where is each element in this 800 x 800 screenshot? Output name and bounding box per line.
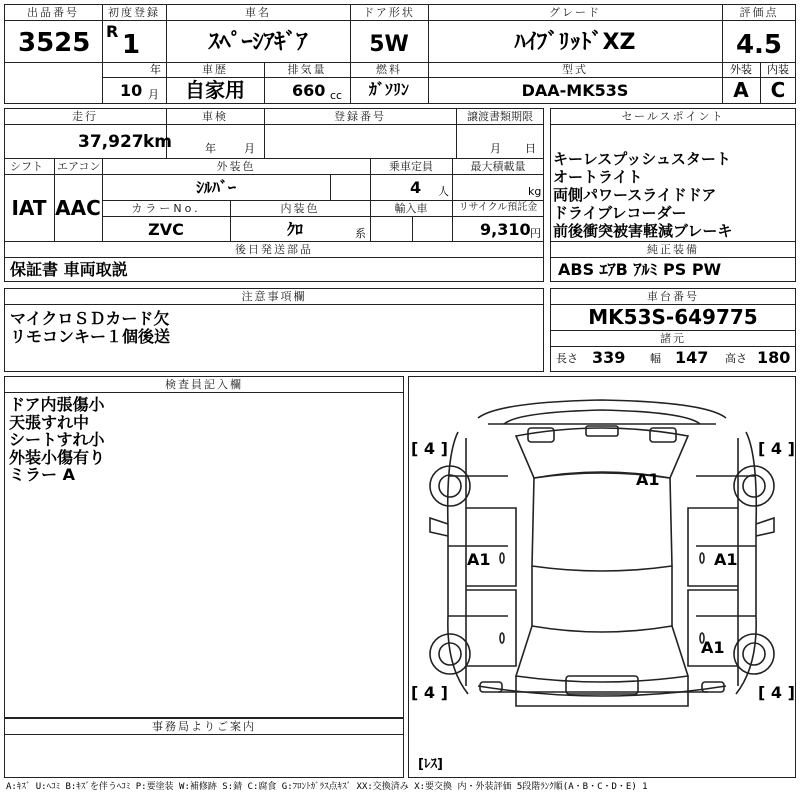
sales-point-item: オートライト (553, 168, 643, 186)
capacity-unit: 人 (438, 185, 449, 198)
tire-front-left: [ 4 ] (411, 439, 448, 458)
notes-list (10, 310, 170, 346)
fuel-label: 燃料 (376, 63, 402, 76)
divider (102, 216, 544, 217)
exterior-grade: A (733, 78, 749, 102)
divider (330, 174, 331, 200)
inspection-month-unit: 月 (244, 142, 255, 155)
divider (760, 62, 761, 104)
divider (264, 108, 265, 158)
inspection-label: 車検 (202, 110, 228, 123)
grade-label: グレード (549, 6, 601, 19)
fuel: ｶﾞｿﾘﾝ (368, 80, 410, 99)
car-name-label: 車名 (245, 6, 271, 19)
car-diagram (408, 376, 796, 778)
notes-item: マイクロＳＤカード欠 (10, 309, 170, 328)
load-unit: kg (528, 185, 542, 198)
divider (4, 174, 544, 175)
divider (4, 124, 544, 125)
divider (452, 158, 453, 241)
divider (370, 158, 371, 241)
later-parts: 保証書 車両取説 (10, 260, 128, 279)
int-color-suffix: 系 (355, 227, 366, 240)
divider (102, 158, 103, 241)
tire-front-right: [ 4 ] (758, 439, 795, 458)
recycle-label: リサイクル預託金 (458, 202, 538, 213)
model-code: DAA-MK53S (521, 81, 629, 100)
divider (456, 108, 457, 158)
sales-point-item: 両側パワースライドドア (553, 186, 717, 204)
mileage-unit: km (143, 132, 173, 152)
door-type: 5W (369, 32, 409, 57)
year-unit: 年 (150, 63, 161, 76)
divider (550, 346, 796, 347)
divider (4, 20, 796, 21)
interior-label: 内装 (767, 63, 789, 76)
history: 自家用 (185, 78, 245, 102)
tire-rear-left: [ 4 ] (411, 683, 448, 702)
sales-point-item: ドライブレコーダー (553, 204, 687, 222)
divider (264, 62, 265, 104)
later-parts-label: 後日発送部品 (235, 243, 313, 256)
divider (550, 241, 796, 242)
score: 4.5 (735, 30, 783, 60)
legend: A:ｷｽﾞ U:ﾍｺﾐ B:ｷｽﾞを伴うﾍｺﾐ P:要塗装 W:補修跡 S:錆 C:腐食 G:ﾌﾛﾝﾄｶﾞﾗｽ点ｷｽﾞ XX:交換済み X:要交換 内・外装評価 5段階ﾗﾝｸ順(A・B・C・D・E) 1 (6, 782, 648, 792)
exterior-label: 外装 (730, 63, 752, 76)
divider (4, 304, 544, 305)
recycle-fee: 9,310 (480, 220, 531, 239)
inspector-item: 天張すれ中 (9, 412, 90, 432)
sales-point-label: セールスポイント (621, 110, 725, 123)
car-name: ｽﾍﾟｰｼｱｷﾞｱ (208, 30, 308, 55)
divider (428, 4, 429, 62)
divider (350, 4, 351, 62)
lot-number: 3525 (18, 28, 91, 58)
office-label: 事務局よりご案内 (152, 720, 256, 733)
recycle-unit: 円 (530, 227, 541, 240)
color-no-label: カラーNo. (131, 202, 201, 215)
month-unit: 月 (148, 88, 159, 101)
first-reg-label: 初度登録 (108, 6, 160, 19)
divider (4, 392, 404, 393)
height: 180 (757, 348, 791, 367)
first-reg-year: 1 (122, 30, 141, 60)
displacement-label: 排気量 (287, 63, 327, 76)
length-label: 長さ (556, 352, 578, 365)
divider (102, 4, 103, 104)
notes-item: リモコンキー１個後送 (10, 327, 171, 346)
spec-label: 諸元 (660, 332, 686, 345)
divider (550, 124, 796, 125)
divider (412, 216, 413, 241)
divider (550, 257, 796, 258)
equipment: ABS ｴｱB ｱﾙﾐ PS PW (558, 260, 722, 279)
inspector-item: 外装小傷有り (9, 447, 106, 467)
chassis-number: MK53S-649775 (588, 305, 758, 329)
first-reg-month: 10 (120, 81, 143, 100)
int-color-label: 内装色 (280, 202, 320, 215)
door-label: ドア形状 (363, 6, 415, 19)
inspector-item: ミラー A (9, 465, 75, 484)
color-label: 外装色 (216, 160, 256, 173)
color-no: ZVC (148, 220, 184, 239)
mileage-label: 走行 (72, 110, 98, 123)
damage-roof: A1 (636, 470, 660, 489)
equipment-label: 純正装備 (647, 243, 699, 256)
capacity-label: 乗車定員 (389, 160, 433, 173)
era: R (106, 22, 119, 41)
divider (550, 330, 796, 331)
divider (230, 200, 231, 241)
score-label: 評価点 (739, 6, 779, 19)
divider (428, 62, 429, 104)
shift-label: シフト (10, 160, 43, 173)
model-label: 型式 (562, 63, 588, 76)
divider (4, 241, 544, 242)
transfer-day-unit: 日 (525, 142, 536, 155)
lot-label: 出品番号 (27, 6, 79, 19)
notes-label: 注意事項欄 (241, 290, 307, 303)
inspection-year-unit: 年 (205, 142, 216, 155)
chassis-label: 車台番号 (647, 290, 699, 303)
displacement-unit: cc (330, 89, 343, 102)
inspector-list (9, 396, 105, 484)
inspector-label: 検査員記入欄 (165, 378, 243, 391)
height-label: 高さ (725, 352, 747, 365)
sales-point-list (553, 150, 732, 240)
damage-rear-right: A1 (701, 638, 725, 657)
divider (4, 257, 544, 258)
spare-tire: [ﾚｽ] (418, 757, 443, 772)
transfer-month-unit: 月 (490, 142, 501, 155)
import-label: 輸入車 (394, 202, 428, 215)
divider (166, 4, 167, 104)
width-label: 幅 (650, 352, 661, 365)
history-label: 車歴 (202, 63, 228, 76)
damage-left-side: A1 (467, 550, 491, 569)
tire-rear-right: [ 4 ] (758, 683, 795, 702)
divider (4, 734, 404, 735)
ac-label: エアコン (57, 160, 101, 173)
shift: IAT (11, 196, 47, 220)
inspector-item: ドア内張傷小 (9, 395, 105, 414)
divider (350, 62, 351, 104)
width: 147 (675, 348, 709, 367)
color: ｼﾙﾊﾞｰ (195, 178, 237, 197)
divider (102, 200, 544, 201)
grade: ﾊｲﾌﾞﾘｯﾄﾞXZ (514, 30, 636, 55)
damage-right-side: A1 (714, 550, 738, 569)
interior-grade: C (770, 78, 786, 102)
transfer-label: 譲渡書類期限 (467, 110, 533, 123)
divider (4, 158, 544, 159)
sales-point-item: キーレスプッシュスタート (553, 150, 731, 168)
int-color: ｸﾛ (286, 220, 304, 239)
mileage: 37,927 (78, 132, 144, 152)
length: 339 (592, 348, 626, 367)
divider (4, 62, 102, 63)
registration-label: 登録番号 (334, 110, 386, 123)
sales-point-item: 前後衝突被害軽減ブレーキ (553, 222, 733, 240)
load-label: 最大積載量 (470, 160, 526, 173)
capacity: 4 (410, 178, 422, 197)
displacement: 660 (292, 81, 326, 100)
inspector-item: シートすれ小 (9, 430, 105, 449)
divider (722, 4, 723, 104)
ac: AAC (55, 196, 101, 220)
